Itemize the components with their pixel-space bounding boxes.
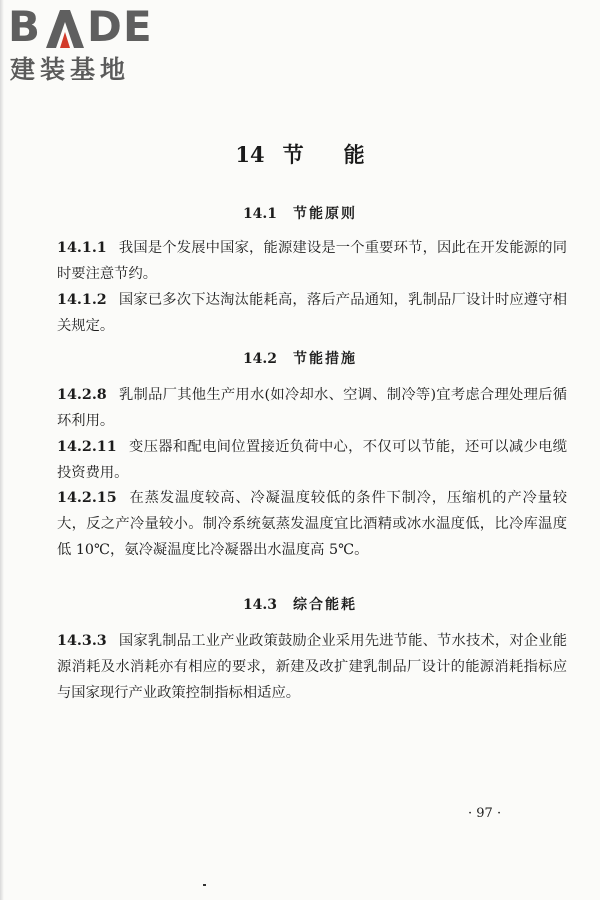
clause [57, 287, 567, 339]
logo-letter-b: B [8, 2, 41, 51]
clause [57, 235, 567, 287]
bade-logo [8, 2, 188, 86]
clause-number: 14.1.2 [57, 292, 107, 308]
clause-text: 我国是个发展中国家，能源建设是一个重要环节，因此在开发能源的同时要注意节约。 [57, 240, 567, 282]
section-number: 14.3 [242, 597, 278, 613]
clause-text: 国家已多次下达淘汰能耗高，落后产品通知，乳制品厂设计时应遵守相关规定。 [57, 292, 567, 334]
clause-number: 14.1.1 [57, 240, 107, 256]
clause-text: 国家乳制品工业产业政策鼓励企业采用先进节能、节水技术，对企业能源消耗及水消耗亦有相应的要求，新建及改扩建乳制品厂设计的能源消耗指标应与国家现行产业政策控制指标相适应。 [57, 633, 567, 701]
clause [57, 434, 567, 486]
section-title-text: 节能原则 [293, 206, 358, 222]
section-title-text: 综合能耗 [293, 597, 358, 613]
logo-letter-a-icon [46, 10, 84, 48]
section-heading [0, 348, 600, 370]
logo-subtitle: 建装基地 [10, 55, 131, 84]
logo-letter-d: D [87, 2, 122, 51]
chapter-number: 14 [235, 142, 265, 167]
logo-letter-e: E [123, 2, 152, 51]
logo-wordmark [8, 2, 173, 51]
clause-number: 14.2.8 [57, 387, 107, 403]
clause-number: 14.2.11 [57, 439, 117, 455]
clause-text: 在蒸发温度较高、冷凝温度较低的条件下制冷，压缩机的产冷量较大，反之产冷量较小。制冷系统氨蒸发温度宜比酒精或冰水温度低，比冷库温度低 10℃，氨冷凝温度比冷凝器出水温度高 5℃。 [57, 490, 567, 558]
page-edge-shadow [0, 0, 4, 900]
section-number: 14.2 [242, 351, 278, 367]
page-number: · 97 · [468, 806, 502, 821]
chapter-title-part2: 能 [343, 142, 365, 167]
clause [57, 628, 567, 706]
clause [57, 382, 567, 434]
clause-text: 乳制品厂其他生产用水(如冷却水、空调、制冷等)宜考虑合理处理后循环利用。 [57, 387, 567, 429]
clause-number: 14.3.3 [57, 633, 107, 649]
clause [57, 485, 567, 563]
section-title-text: 节能措施 [293, 351, 358, 367]
section-number: 14.1 [242, 206, 278, 222]
section-heading [0, 594, 600, 616]
clause-number: 14.2.15 [57, 490, 117, 506]
section-heading [0, 203, 600, 225]
clause-text: 变压器和配电间位置接近负荷中心，不仅可以节能，还可以减少电缆投资费用。 [57, 439, 567, 481]
scan-speck [203, 884, 206, 886]
chapter-title-part1: 节 [282, 142, 304, 167]
chapter-title [0, 140, 600, 170]
